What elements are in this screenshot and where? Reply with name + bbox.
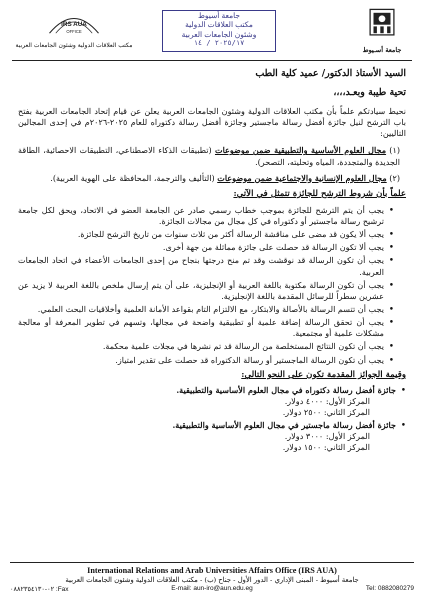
prizes-heading: وقيمة الجوائز المقدمة تكون على النحو التالي: — [241, 369, 406, 380]
condition-item: • يجب أن يتم الترشح للجائزة بموجب خطاب رسمي صادر عن الجامعة العضو في الاتحاد، ويحق لكل جامعة ترشيح رسالة ماجستير أو دكتوراه في كل مجال من مجالات الجائزة. — [18, 205, 394, 227]
office-logo-text: IRS AUA — [61, 21, 87, 29]
office-logo-sub: OFFICE — [66, 29, 82, 35]
prize-title: • جائزة أفضل رسالة دكتوراه في مجال العلوم الأساسية والتطبيقية. — [176, 384, 396, 395]
stamp-line-2: مكتب العلاقات الدولية — [185, 20, 253, 30]
stamp-line-1: جامعة أسيوط — [197, 11, 241, 20]
prize-title: • جائزة أفضل رسالة ماجستير في مجال العلوم الأساسية والتطبيقية. — [172, 420, 396, 431]
office-block — [12, 8, 136, 49]
condition-item: • يجب أن تكون الرسالة قد نوقشت وقد تم منح درجتها بنجاح من إحدى الجامعات الأعضاء في اتحاد الجامعات العربية. — [18, 255, 394, 277]
footer-office-english: International Relations and Arab Universities Affairs Office (IRS AUA) — [87, 566, 337, 575]
office-name: مكتب العلاقات الدولية وشئون الجامعات العربية — [15, 42, 133, 49]
conditions-heading: علماً بأن شروط الترشح للجائزة تتمثل في الآتي: — [233, 188, 406, 199]
condition-item: • يجب أن تكون الرسالة الماجستير أو رسالة الدكتوراه قد حصلت على تقدير امتياز. — [18, 355, 394, 366]
field-details: (التأليف والترجمة، المحافظة على الهوية العربية). — [50, 172, 215, 183]
university-name: جامعة أسـيوط — [362, 46, 402, 54]
field-number: (٢) — [389, 172, 400, 183]
prize-item — [18, 420, 406, 453]
university-block — [352, 6, 412, 54]
field-details: (تطبيقات الذكاء الاصطناعي، التطبيقات الاحصائية، الطاقة الجديدة والمتجددة، المياه وتحليته، التصحر). — [18, 145, 400, 167]
university-logo-icon — [365, 6, 399, 40]
footer-phone: Tel: 0882080279 — [365, 585, 414, 592]
greeting: تحية طيبة وبعـد،،،، — [333, 86, 406, 98]
prize-item — [18, 385, 406, 418]
field-item — [18, 145, 406, 167]
office-logo-icon — [46, 8, 102, 36]
conditions-list — [18, 205, 406, 366]
prize-place: المركز الثاني: ٢٥٠٠ دولار. — [282, 406, 370, 417]
prize-place: المركز الثاني: ١٥٠٠ دولار. — [282, 442, 370, 453]
footer-address-arabic: جامعة أسيوط - المبنى الإداري - الدور الأول - جناح (ب) - مكتب العلاقات الدولية وشئون الجامعات العربية — [65, 576, 359, 584]
letter-footer — [10, 562, 414, 597]
header-divider — [12, 60, 412, 61]
field-title: مجال العلوم الأساسية والتطبيقية ضمن موضوعات — [214, 145, 387, 156]
footer-fax: Fax: ٠٢-٠٨٨٢٣٥٤١٣٠ — [10, 586, 69, 593]
condition-item: • يجب أن تتسم الرسالة بالأصالة والابتكار، مع الالتزام التام بقواعد الأمانة العلمية وأخلاقيات البحث العلمي. — [18, 304, 394, 315]
condition-item: • يجب أن تحقق الرسالة إضافة علمية أو تطبيقية واضحة في مجالها، وتسهم في تطوير المعرفة أو معالجة مشكلات علمية أو مجتمعية. — [18, 317, 394, 339]
condition-item: • يجب أن تكون النتائج المستخلصة من الرسالة قد تم نشرها في مجلات علمية محكمة. — [18, 341, 394, 352]
addressee: السيد الأستاذ الدكتور/ عميد كلية الطب — [255, 68, 406, 79]
prize-place: المركز الأول: ٤٠٠٠ دولار. — [284, 395, 370, 406]
field-number: (١) — [389, 145, 400, 156]
letterhead — [12, 6, 412, 58]
condition-item: • يجب ألا تكون الرسالة قد حصلت على جائزة مماثلة من جهة أخرى. — [18, 242, 394, 253]
condition-item: • يجب أن تكون الرسالة مكتوبة باللغة العربية أو الإنجليزية، على أن يتم إرسال ملخص باللغة العربية لا يزيد عن عشرين سطراً للرسائل المقدمة باللغة الإنجليزية. — [18, 280, 394, 302]
stamp-reference: ٢٠٢٥/١٧ / ١٤ — [193, 39, 245, 48]
footer-contacts — [10, 585, 414, 595]
intro-paragraph: نحيط سيادتكم علماً بأن مكتب العلاقات الدولية وشئون الجامعات العربية يعلن عن قيام إتحاد الجامعات العربية بفتح باب الترشح لنيل جائزة أفضل رسالة ماجستير وجائزة أفضل رسالة دكتوراه للعام ٢٠٢٥-٢٠٢٦م في إحدى المجالين التاليين: — [18, 105, 406, 139]
footer-email: E-mail: aun-iro@aun.edu.eg — [171, 585, 253, 592]
field-title: مجال العلوم الإنسانية والاجتماعية ضمن موضوعات — [217, 172, 387, 183]
registry-stamp — [162, 10, 276, 52]
condition-item: • يجب ألا يكون قد مضى على مناقشة الرسالة أكثر من ثلاث سنوات من تاريخ الترشح للجائزة. — [18, 229, 394, 240]
letter-body — [18, 66, 406, 560]
prize-place: المركز الأول: ٣٠٠٠ دولار. — [284, 431, 370, 442]
field-item — [18, 173, 406, 184]
stamp-line-3: وشئون الجامعات العربية — [181, 29, 257, 39]
